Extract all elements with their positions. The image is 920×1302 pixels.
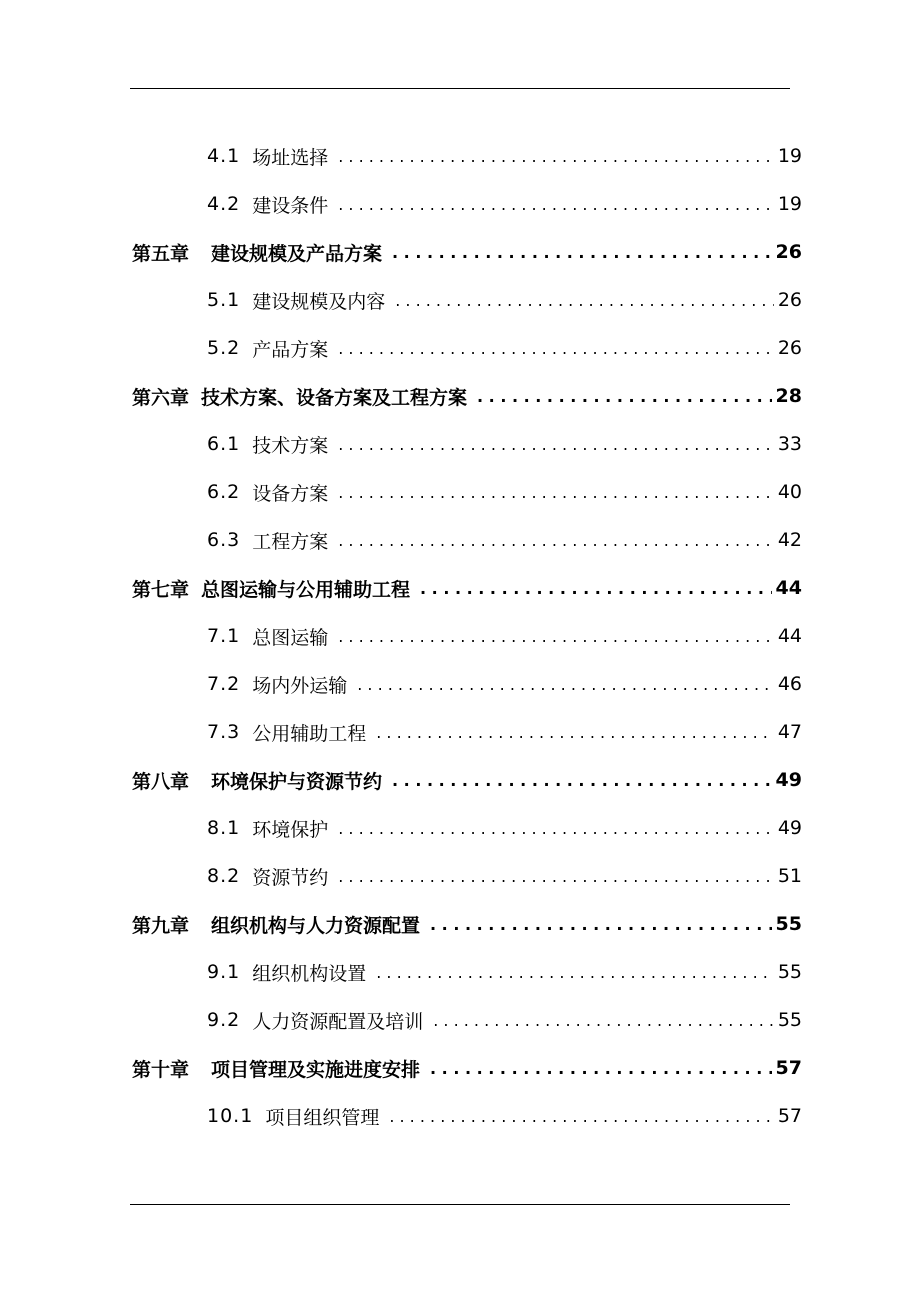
toc-section-entry[interactable] xyxy=(207,996,802,1044)
dot-leader xyxy=(389,1107,773,1126)
page-number: 26 xyxy=(775,241,802,263)
section-number: 6.2 xyxy=(207,481,241,503)
page-number: 44 xyxy=(777,625,802,647)
section-number: 7.3 xyxy=(207,721,241,743)
section-title: 环境保护 xyxy=(252,818,329,841)
toc-chapter-entry[interactable] xyxy=(132,756,802,804)
toc-chapter-entry[interactable] xyxy=(132,564,802,612)
toc-section-entry[interactable] xyxy=(207,468,802,516)
dot-leader xyxy=(430,1059,772,1078)
section-title: 工程方案 xyxy=(252,530,329,553)
chapter-title: 项目管理及实施进度安排 xyxy=(211,1058,421,1081)
dot-leader xyxy=(338,435,774,454)
section-title: 公用辅助工程 xyxy=(252,722,367,745)
page-number: 57 xyxy=(775,1057,802,1079)
dot-leader xyxy=(392,771,772,790)
page-number: 28 xyxy=(775,385,802,407)
section-title: 技术方案 xyxy=(252,434,329,457)
dot-leader xyxy=(338,867,774,886)
section-number: 5.1 xyxy=(207,289,241,311)
page-number: 42 xyxy=(777,529,802,551)
section-number: 7.2 xyxy=(207,673,241,695)
page-number: 26 xyxy=(777,337,802,359)
section-number: 6.1 xyxy=(207,433,241,455)
section-title: 产品方案 xyxy=(252,338,329,361)
dot-leader xyxy=(338,627,774,646)
toc-section-entry[interactable] xyxy=(207,420,802,468)
chapter-title: 组织机构与人力资源配置 xyxy=(211,914,421,937)
section-number: 10.1 xyxy=(207,1105,254,1127)
toc-section-entry[interactable] xyxy=(207,660,802,708)
toc-section-entry[interactable] xyxy=(207,1092,802,1140)
chapter-title: 总图运输与公用辅助工程 xyxy=(201,578,411,601)
toc-section-entry[interactable] xyxy=(207,516,802,564)
dot-leader xyxy=(477,387,772,406)
chapter-title: 环境保护与资源节约 xyxy=(211,770,383,793)
footer-rule xyxy=(130,1204,790,1205)
section-title: 场内外运输 xyxy=(252,674,348,697)
page-number: 33 xyxy=(777,433,802,455)
page-number: 57 xyxy=(777,1105,802,1127)
section-number: 8.2 xyxy=(207,865,241,887)
page-number: 40 xyxy=(777,481,802,503)
toc-section-entry[interactable] xyxy=(207,276,802,324)
page-number: 47 xyxy=(777,721,802,743)
section-title: 场址选择 xyxy=(252,146,329,169)
dot-leader xyxy=(338,531,774,550)
page-number: 51 xyxy=(777,865,802,887)
section-number: 8.1 xyxy=(207,817,241,839)
page-number: 46 xyxy=(777,673,802,695)
chapter-number: 第七章 xyxy=(132,578,190,601)
page-number: 49 xyxy=(775,769,802,791)
section-number: 4.1 xyxy=(207,145,241,167)
dot-leader xyxy=(376,723,774,742)
dot-leader xyxy=(392,243,772,262)
dot-leader xyxy=(338,483,774,502)
page-number: 55 xyxy=(775,913,802,935)
dot-leader xyxy=(430,915,772,934)
toc-section-entry[interactable] xyxy=(207,324,802,372)
dot-leader xyxy=(338,819,774,838)
page-number: 55 xyxy=(777,1009,802,1031)
chapter-title: 技术方案、设备方案及工程方案 xyxy=(201,386,468,409)
toc-chapter-entry[interactable] xyxy=(132,372,802,420)
page-number: 49 xyxy=(777,817,802,839)
toc-section-entry[interactable] xyxy=(207,852,802,900)
section-number: 7.1 xyxy=(207,625,241,647)
section-title: 总图运输 xyxy=(252,626,329,649)
section-title: 建设条件 xyxy=(252,194,329,217)
toc-section-entry[interactable] xyxy=(207,948,802,996)
section-number: 6.3 xyxy=(207,529,241,551)
dot-leader xyxy=(395,291,774,310)
toc-chapter-entry[interactable] xyxy=(132,900,802,948)
chapter-title: 建设规模及产品方案 xyxy=(211,242,383,265)
toc-section-entry[interactable] xyxy=(207,804,802,852)
section-title: 项目组织管理 xyxy=(265,1106,380,1129)
section-number: 5.2 xyxy=(207,337,241,359)
dot-leader xyxy=(376,963,774,982)
dot-leader xyxy=(433,1011,774,1030)
page-number: 19 xyxy=(777,145,802,167)
toc-section-entry[interactable] xyxy=(207,612,802,660)
page-number: 19 xyxy=(777,193,802,215)
toc-chapter-entry[interactable] xyxy=(132,1044,802,1092)
page-number: 26 xyxy=(777,289,802,311)
dot-leader xyxy=(338,195,774,214)
section-title: 资源节约 xyxy=(252,866,329,889)
dot-leader xyxy=(338,339,774,358)
chapter-number: 第六章 xyxy=(132,386,190,409)
toc-chapter-entry[interactable] xyxy=(132,228,802,276)
section-number: 9.1 xyxy=(207,961,241,983)
chapter-number: 第九章 xyxy=(132,914,190,937)
toc-section-entry[interactable] xyxy=(207,708,802,756)
section-title: 人力资源配置及培训 xyxy=(252,1010,424,1033)
page-number: 44 xyxy=(775,577,802,599)
page-number: 55 xyxy=(777,961,802,983)
section-number: 9.2 xyxy=(207,1009,241,1031)
dot-leader xyxy=(338,147,774,166)
section-number: 4.2 xyxy=(207,193,241,215)
toc-section-entry[interactable] xyxy=(207,180,802,228)
section-title: 设备方案 xyxy=(252,482,329,505)
chapter-number: 第十章 xyxy=(132,1058,190,1081)
section-title: 建设规模及内容 xyxy=(252,290,386,313)
dot-leader xyxy=(357,675,774,694)
chapter-number: 第八章 xyxy=(132,770,190,793)
section-title: 组织机构设置 xyxy=(252,962,367,985)
chapter-number: 第五章 xyxy=(132,242,190,265)
toc-section-entry[interactable] xyxy=(207,132,802,180)
dot-leader xyxy=(420,579,772,598)
header-rule xyxy=(130,88,790,89)
